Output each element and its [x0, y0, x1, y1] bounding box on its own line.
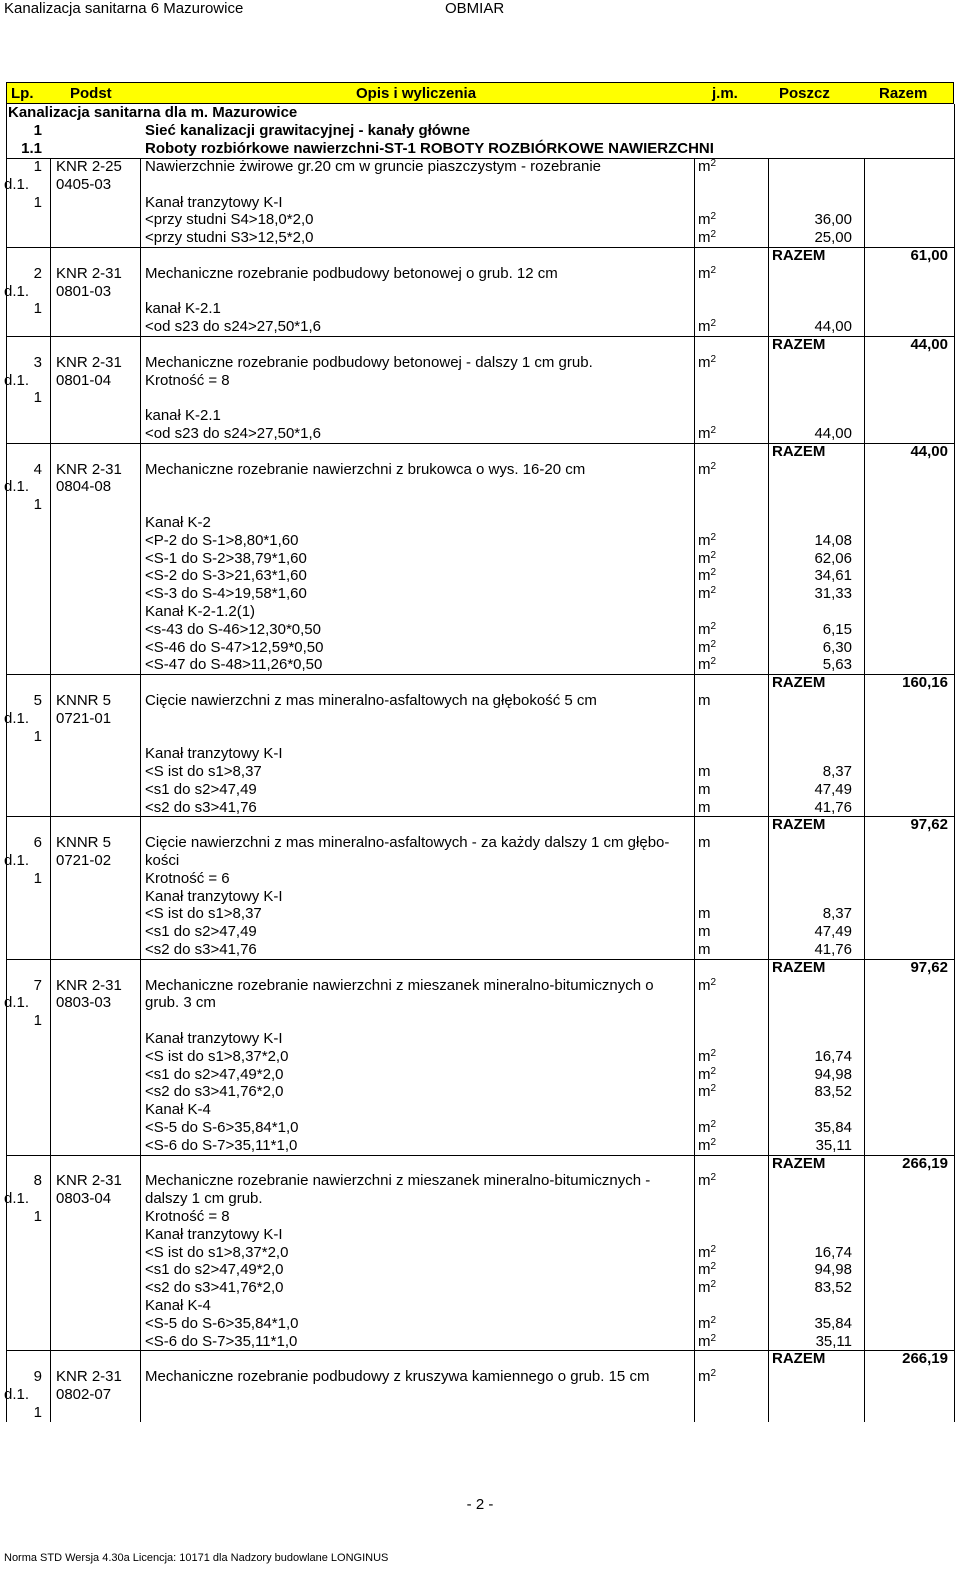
razem-row — [6, 336, 954, 354]
item-line — [6, 745, 954, 763]
item-basis: 0803-04 — [56, 1190, 112, 1208]
item-line — [6, 407, 954, 425]
calc-line: Kanał K-2 — [145, 513, 211, 531]
calc-value: 35,84 — [814, 1314, 852, 1332]
item-number: 1 — [33, 158, 42, 175]
item-description: Cięcie nawierzchni z mas mineralno-asfaltowych na głębokość 5 cm — [145, 691, 597, 709]
item-line — [6, 1386, 954, 1404]
item-line — [6, 461, 954, 479]
item-line — [6, 994, 954, 1012]
calc-value: 35,11 — [815, 1332, 852, 1350]
razem-label: RAZEM — [772, 1154, 826, 1172]
item-line — [6, 283, 954, 301]
measurement-table — [6, 82, 954, 1422]
item-line — [6, 532, 954, 550]
calc-line: <s-43 do S-46>12,30*0,50 — [145, 620, 321, 638]
item-line — [6, 372, 954, 390]
column-divider — [140, 158, 141, 1422]
calc-line: <od s23 do s24>27,50*1,6 — [145, 424, 321, 442]
calc-line: Kanał K-4 — [145, 1101, 211, 1119]
item-line — [6, 1226, 954, 1244]
calc-unit: $m^2$ — [698, 1261, 717, 1279]
calc-line: <przy studni S3>12,5*2,0 — [145, 229, 314, 247]
razem-label: RAZEM — [772, 958, 826, 976]
razem-label: RAZEM — [772, 442, 826, 460]
column-divider — [6, 104, 7, 1422]
calc-value: 8,37 — [822, 763, 852, 781]
item-line — [6, 1137, 954, 1155]
item-line — [6, 941, 954, 959]
razem-value: 97,62 — [910, 816, 948, 834]
razem-row — [6, 443, 954, 461]
item-number: 7 — [33, 976, 42, 994]
calc-value: 83,52 — [814, 1279, 852, 1297]
razem-value: 44,00 — [910, 335, 948, 353]
item-description: dalszy 1 cm grub. — [145, 1190, 263, 1208]
item-unit: $m^2$ — [698, 158, 717, 175]
row-divider — [6, 158, 954, 159]
item-unit: $m^2$ — [698, 1368, 717, 1386]
item-line — [6, 1083, 954, 1101]
item-unit: $m^2$ — [698, 460, 717, 478]
item-lp-prefix: d.1. — [4, 709, 30, 727]
item-description: Mechaniczne rozebranie podbudowy z kruszywa kamiennego o grub. 15 cm — [145, 1368, 650, 1386]
calc-value: 94,98 — [814, 1261, 852, 1279]
calc-line: <P-2 do S-1>8,80*1,60 — [145, 531, 299, 549]
item-line — [6, 1048, 954, 1066]
item-description: Mechaniczne rozebranie podbudowy betonowej - dalszy 1 cm grub. — [145, 353, 593, 371]
calc-line: <S-47 do S-48>11,26*0,50 — [145, 656, 323, 674]
column-header-row — [6, 82, 954, 104]
item-line — [6, 158, 954, 176]
item-basis: KNR 2-31 — [56, 264, 122, 282]
calc-line: <s2 do s3>41,76 — [145, 941, 257, 959]
calc-value: 36,00 — [814, 211, 852, 229]
calc-line: Krotność = 8 — [145, 1208, 230, 1226]
column-divider — [864, 158, 865, 1422]
calc-line: Krotność = 8 — [145, 371, 230, 389]
item-basis: 0804-08 — [56, 478, 112, 496]
item-description: Mechaniczne rozebranie podbudowy betonowej o grub. 12 cm — [145, 264, 558, 282]
item-basis: 0721-01 — [56, 709, 112, 727]
item-line — [6, 1208, 954, 1226]
item-line — [6, 1297, 954, 1315]
section-title: Roboty rozbiórkowe nawierzchni-ST-1 ROBOTY ROZBIÓRKOWE NAWIERZCHNI — [145, 140, 714, 157]
item-basis: 0721-02 — [56, 852, 112, 870]
item-description: grub. 3 cm — [145, 994, 216, 1012]
calc-line: <od s23 do s24>27,50*1,6 — [145, 318, 321, 336]
col-razem: Razem — [879, 85, 928, 102]
col-podst: Podst — [70, 85, 112, 102]
item-basis: 0803-03 — [56, 994, 112, 1012]
item-description: Nawierzchnie żwirowe gr.20 cm w gruncie piaszczystym - rozebranie — [145, 158, 601, 175]
item-line — [6, 977, 954, 995]
item-line — [6, 1315, 954, 1333]
calc-value: 6,30 — [822, 638, 852, 656]
razem-value: 160,16 — [902, 674, 948, 692]
razem-row — [6, 959, 954, 977]
calc-unit: $m^2$ — [698, 585, 717, 603]
calc-line: Kanał tranzytowy K-I — [145, 745, 283, 763]
item-basis: 0802-07 — [56, 1385, 112, 1403]
item-lp-suffix: 1 — [33, 727, 42, 745]
razem-label: RAZEM — [772, 335, 826, 353]
calc-line: Kanał tranzytowy K-I — [145, 887, 283, 905]
calc-line: <S-5 do S-6>35,84*1,0 — [145, 1314, 299, 1332]
item-line — [6, 905, 954, 923]
item-line — [6, 1333, 954, 1351]
item-basis: 0405-03 — [56, 175, 112, 193]
item-description: Mechaniczne rozebranie nawierzchni z brukowca o wys. 16-20 cm — [145, 460, 586, 478]
calc-unit: $m^2$ — [698, 229, 717, 247]
item-lp-suffix: 1 — [33, 389, 42, 407]
item-basis: KNR 2-25 — [56, 158, 122, 175]
calc-line: <przy studni S4>18,0*2,0 — [145, 211, 314, 229]
calc-unit: m — [698, 798, 711, 816]
calc-line: kanał K-2.1 — [145, 300, 221, 318]
item-line — [6, 639, 954, 657]
item-description: Mechaniczne rozebranie nawierzchni z mieszanek mineralno-bitumicznych - — [145, 1172, 651, 1190]
calc-value: 41,76 — [814, 798, 852, 816]
calc-unit: $m^2$ — [698, 531, 717, 549]
item-lp-prefix: d.1. — [4, 852, 30, 870]
calc-unit: $m^2$ — [698, 1136, 717, 1154]
item-unit: m — [698, 834, 711, 852]
item-line — [6, 1244, 954, 1262]
item-line — [6, 1066, 954, 1084]
calc-line: <s1 do s2>47,49*2,0 — [145, 1261, 284, 1279]
item-line — [6, 1279, 954, 1297]
item-lp-suffix: 1 — [33, 1208, 42, 1226]
item-line — [6, 1172, 954, 1190]
item-line — [6, 425, 954, 443]
item-line — [6, 834, 954, 852]
calc-unit: m — [698, 763, 711, 781]
table-body — [6, 104, 954, 1422]
item-number: 5 — [33, 691, 42, 709]
page-number: - 2 - — [466, 1496, 494, 1513]
item-line — [6, 1261, 954, 1279]
item-line — [6, 318, 954, 336]
calc-unit: m — [698, 941, 711, 959]
calc-unit: m — [698, 780, 711, 798]
item-number: 9 — [33, 1368, 42, 1386]
item-line — [6, 1119, 954, 1137]
calc-value: 5,63 — [822, 656, 852, 674]
calc-line: <S-1 do S-2>38,79*1,60 — [145, 549, 307, 567]
item-line — [6, 692, 954, 710]
item-lp-suffix: 1 — [33, 869, 42, 887]
calc-line: Krotność = 6 — [145, 869, 230, 887]
section-number: 1.1 — [21, 140, 42, 157]
calc-line: <s2 do s3>41,76 — [145, 798, 257, 816]
calc-unit: $m^2$ — [698, 1279, 717, 1297]
calc-unit: $m^2$ — [698, 1047, 717, 1065]
calc-line: <S-3 do S-4>19,58*1,60 — [145, 585, 307, 603]
calc-unit: $m^2$ — [698, 1243, 717, 1261]
item-number: 6 — [33, 834, 42, 852]
razem-value: 44,00 — [910, 442, 948, 460]
item-line — [6, 354, 954, 372]
item-line — [6, 496, 954, 514]
item-line — [6, 1368, 954, 1386]
calc-unit: $m^2$ — [698, 549, 717, 567]
calc-value: 31,33 — [814, 585, 852, 603]
calc-value: 62,06 — [814, 549, 852, 567]
calc-unit: $m^2$ — [698, 318, 717, 336]
calc-unit: $m^2$ — [698, 638, 717, 656]
item-lp-prefix: d.1. — [4, 371, 30, 389]
item-number: 2 — [33, 264, 42, 282]
calc-unit: $m^2$ — [698, 1083, 717, 1101]
section-title: Kanalizacja sanitarna dla m. Mazurowice — [8, 104, 298, 121]
calc-value: 83,52 — [814, 1083, 852, 1101]
item-basis: 0801-03 — [56, 282, 112, 300]
column-divider — [954, 104, 955, 1422]
item-line — [6, 211, 954, 229]
calc-line: kanał K-2.1 — [145, 407, 221, 425]
razem-label: RAZEM — [772, 816, 826, 834]
item-lp-prefix: d.1. — [4, 994, 30, 1012]
razem-label: RAZEM — [772, 674, 826, 692]
item-line — [6, 728, 954, 746]
item-line — [6, 923, 954, 941]
item-line — [6, 1030, 954, 1048]
calc-line: Kanał tranzytowy K-I — [145, 193, 283, 211]
item-lp-prefix: d.1. — [4, 282, 30, 300]
calc-line: <s1 do s2>47,49 — [145, 780, 257, 798]
calc-line: <S ist do s1>8,37 — [145, 763, 262, 781]
item-lp-suffix: 1 — [33, 193, 42, 211]
calc-line: <S-2 do S-3>21,63*1,60 — [145, 567, 307, 585]
calc-unit: $m^2$ — [698, 1065, 717, 1083]
item-number: 3 — [33, 353, 42, 371]
item-line — [6, 1404, 954, 1422]
calc-line: <s2 do s3>41,76*2,0 — [145, 1279, 284, 1297]
item-line — [6, 194, 954, 212]
razem-value: 266,19 — [902, 1154, 948, 1172]
section-row — [6, 122, 954, 140]
item-number: 8 — [33, 1172, 42, 1190]
item-line — [6, 550, 954, 568]
header-title: Kanalizacja sanitarna 6 Mazurowice — [4, 0, 244, 17]
calc-line: Kanał K-4 — [145, 1297, 211, 1314]
item-line — [6, 781, 954, 799]
column-divider — [50, 158, 51, 1422]
item-line — [6, 603, 954, 621]
calc-unit: $m^2$ — [698, 1332, 717, 1350]
calc-value: 8,37 — [822, 905, 852, 923]
item-basis: 0801-04 — [56, 371, 112, 389]
section-title: Sieć kanalizacji grawitacyjnej - kanały główne — [145, 122, 471, 139]
razem-row — [6, 1155, 954, 1173]
calc-line: <s1 do s2>47,49 — [145, 923, 257, 941]
column-divider — [694, 158, 695, 1422]
calc-unit: $m^2$ — [698, 424, 717, 442]
item-basis: KNNR 5 — [56, 834, 112, 852]
item-unit: $m^2$ — [698, 1172, 717, 1190]
col-lp: Lp. — [11, 85, 34, 102]
calc-value: 34,61 — [814, 567, 852, 585]
razem-label: RAZEM — [772, 246, 826, 264]
item-unit: $m^2$ — [698, 976, 717, 994]
item-line — [6, 621, 954, 639]
item-line — [6, 300, 954, 318]
calc-line: Kanał tranzytowy K-I — [145, 1030, 283, 1048]
calc-line: <S ist do s1>8,37*2,0 — [145, 1047, 289, 1065]
calc-line: Kanał tranzytowy K-I — [145, 1225, 283, 1243]
razem-value: 61,00 — [910, 246, 948, 264]
razem-value: 266,19 — [902, 1350, 948, 1368]
calc-unit: m — [698, 905, 711, 923]
item-description: Cięcie nawierzchni z mas mineralno-asfaltowych - za każdy dalszy 1 cm głębo- — [145, 834, 670, 852]
calc-unit: $m^2$ — [698, 211, 717, 229]
item-basis: KNR 2-31 — [56, 1368, 122, 1386]
calc-line: <S-6 do S-7>35,11*1,0 — [145, 1136, 298, 1154]
calc-unit: $m^2$ — [698, 1119, 717, 1137]
item-line — [6, 1012, 954, 1030]
item-line — [6, 656, 954, 674]
calc-value: 44,00 — [814, 424, 852, 442]
item-number: 4 — [33, 460, 42, 478]
col-opis: Opis i wyliczenia — [356, 85, 477, 102]
calc-line: <S ist do s1>8,37*2,0 — [145, 1243, 289, 1261]
calc-unit: $m^2$ — [698, 620, 717, 638]
calc-value: 14,08 — [814, 531, 852, 549]
razem-value: 97,62 — [910, 958, 948, 976]
column-divider — [768, 158, 769, 1422]
calc-value: 41,76 — [814, 941, 852, 959]
section-row — [6, 140, 954, 158]
calc-value: 16,74 — [814, 1243, 852, 1261]
item-basis: KNR 2-31 — [56, 353, 122, 371]
calc-line: <S-6 do S-7>35,11*1,0 — [145, 1332, 298, 1350]
item-line — [6, 514, 954, 532]
item-line — [6, 229, 954, 247]
item-basis: KNR 2-31 — [56, 1172, 122, 1190]
item-line — [6, 389, 954, 407]
item-line — [6, 567, 954, 585]
item-unit: m — [698, 691, 711, 709]
calc-line: <S-5 do S-6>35,84*1,0 — [145, 1119, 299, 1137]
item-line — [6, 265, 954, 283]
item-description: kości — [145, 852, 180, 870]
item-lp-suffix: 1 — [33, 300, 42, 318]
item-basis: KNR 2-31 — [56, 460, 122, 478]
item-line — [6, 852, 954, 870]
razem-label: RAZEM — [772, 1350, 826, 1368]
item-lp-suffix: 1 — [33, 1012, 42, 1030]
item-basis: KNNR 5 — [56, 691, 112, 709]
calc-value: 47,49 — [814, 923, 852, 941]
razem-row — [6, 816, 954, 834]
item-description: Mechaniczne rozebranie nawierzchni z mieszanek mineralno-bitumicznych o — [145, 976, 654, 994]
col-poszcz: Poszcz — [779, 85, 830, 102]
calc-value: 47,49 — [814, 780, 852, 798]
col-jm: j.m. — [712, 85, 738, 102]
calc-value: 6,15 — [822, 620, 852, 638]
item-lp-suffix: 1 — [33, 1403, 42, 1421]
calc-line: <S-46 do S-47>12,59*0,50 — [145, 638, 324, 656]
item-basis: KNR 2-31 — [56, 976, 122, 994]
section-number: 1 — [33, 122, 42, 139]
item-line — [6, 888, 954, 906]
razem-row — [6, 1350, 954, 1368]
calc-unit: $m^2$ — [698, 1314, 717, 1332]
calc-value: 94,98 — [814, 1065, 852, 1083]
item-line — [6, 1190, 954, 1208]
item-unit: $m^2$ — [698, 353, 717, 371]
item-line — [6, 176, 954, 194]
header-section: OBMIAR — [445, 0, 505, 17]
razem-row — [6, 247, 954, 265]
calc-value: 35,84 — [814, 1119, 852, 1137]
item-lp-prefix: d.1. — [4, 175, 30, 193]
item-line — [6, 478, 954, 496]
razem-row — [6, 674, 954, 692]
calc-line: <S ist do s1>8,37 — [145, 905, 262, 923]
item-line — [6, 763, 954, 781]
calc-value: 16,74 — [814, 1047, 852, 1065]
item-lp-prefix: d.1. — [4, 478, 30, 496]
calc-unit: m — [698, 923, 711, 941]
item-line — [6, 799, 954, 817]
item-lp-prefix: d.1. — [4, 1190, 30, 1208]
item-unit: $m^2$ — [698, 264, 717, 282]
item-line — [6, 1101, 954, 1119]
item-line — [6, 585, 954, 603]
item-lp-suffix: 1 — [33, 496, 42, 514]
item-lp-prefix: d.1. — [4, 1385, 30, 1403]
item-line — [6, 710, 954, 728]
calc-value: 25,00 — [814, 229, 852, 247]
calc-unit: $m^2$ — [698, 656, 717, 674]
item-line — [6, 870, 954, 888]
calc-unit: $m^2$ — [698, 567, 717, 585]
calc-line: Kanał K-2-1.2(1) — [145, 602, 256, 620]
calc-value: 44,00 — [814, 318, 852, 336]
section-row — [6, 104, 954, 122]
calc-line: <s2 do s3>41,76*2,0 — [145, 1083, 284, 1101]
calc-line: <s1 do s2>47,49*2,0 — [145, 1065, 284, 1083]
calc-value: 35,11 — [815, 1136, 852, 1154]
software-note: Norma STD Wersja 4.30a Licencja: 10171 dla Nadzory budowlane LONGINUS — [4, 1552, 389, 1564]
